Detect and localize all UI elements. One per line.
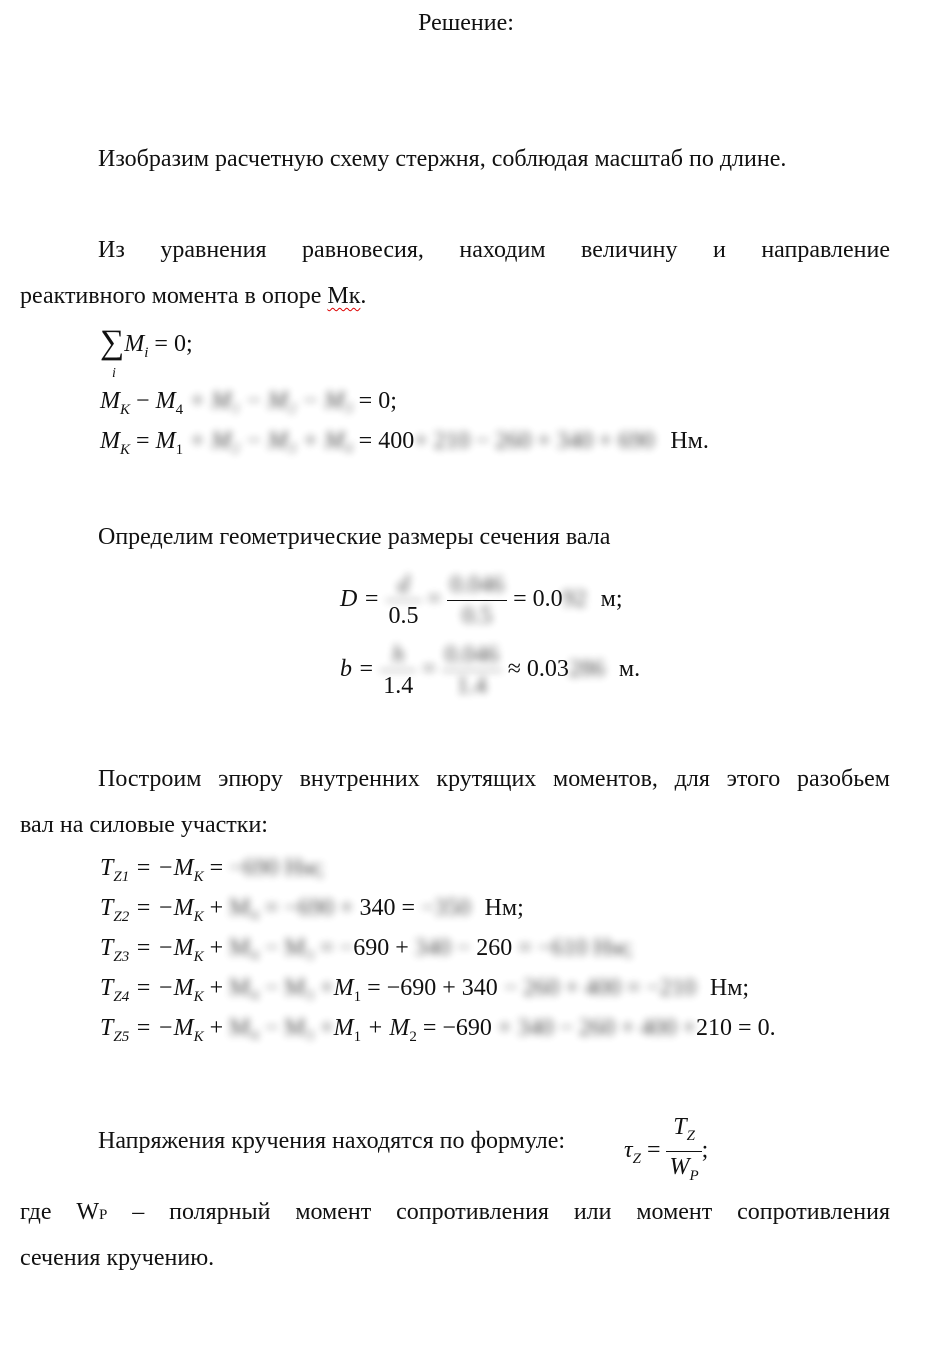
fraction-den [666, 1152, 701, 1191]
sub-z2: Z2 [113, 909, 130, 925]
text-wp: где W [20, 1199, 100, 1225]
var-mk: M [100, 388, 120, 414]
fraction-d [386, 570, 422, 631]
sub-k: K [120, 402, 131, 418]
var-m1: M [333, 975, 354, 1001]
sub-p: P [99, 1207, 108, 1223]
mk-value-start: = 400 [358, 428, 415, 454]
paragraph-diagram-line2: вал на силовые участки: [20, 812, 268, 838]
sub-k: K [193, 989, 204, 1005]
blurred-value: 340 − [414, 935, 471, 961]
blurred-result: −350 [421, 895, 471, 921]
paragraph-wp-line2: сечения кручению. [20, 1245, 215, 1271]
unit-nm: Нм. [670, 428, 709, 454]
sub-k: K [193, 869, 204, 885]
balance-equation [100, 388, 397, 419]
fraction-b-values [442, 640, 502, 701]
fraction-num: 0.046 [442, 640, 502, 671]
value-260: 260 [476, 935, 513, 961]
d-lhs: D = [340, 586, 380, 613]
fraction-num [666, 1112, 701, 1152]
op-minus: − [136, 388, 150, 414]
sub-z: Z [686, 1128, 695, 1144]
sub-z1: Z1 [113, 869, 130, 885]
blurred-terms: M₄ − M₃ + [229, 1015, 334, 1041]
paragraph-equilibrium-line1: Из уравнения равновесия, находим величину и направление [98, 237, 890, 263]
expr: = −M [135, 975, 194, 1001]
fraction-num [447, 570, 507, 601]
var-tau: τ [624, 1137, 633, 1164]
paragraph-stress: Напряжения кручения находятся по формуле: [98, 1128, 566, 1154]
page-title: Решение: [418, 10, 514, 36]
blurred-terms: M₄ = −690 + [229, 895, 354, 921]
var-w: W [669, 1154, 690, 1180]
blurred-digits: 92 [562, 586, 587, 613]
var-m1: M [155, 428, 176, 454]
op: + [203, 1015, 224, 1041]
fraction-b [380, 640, 416, 701]
text-reactive-moment: реактивного момента в опоре [20, 283, 328, 309]
fraction-d-values [447, 570, 507, 631]
expr: = −M [135, 1015, 194, 1041]
blurred-values: + 340 − 260 + 400 + [497, 1015, 697, 1041]
op-eq: = [646, 1137, 661, 1164]
d-result: = 0.0 [513, 586, 563, 613]
value: = −690 + 340 [367, 975, 498, 1001]
var-t: T [100, 895, 114, 921]
text-polar-moment: – полярный момент сопротивления или момент сопротивления [107, 1199, 890, 1225]
sum-index: i [112, 366, 116, 381]
paragraph-equilibrium-line2 [20, 273, 890, 319]
blurred-terms: + M₂ − M₃ + M₄ [189, 428, 353, 454]
var-t: T [100, 855, 114, 881]
blurred-value: −690 Нм; [229, 855, 324, 881]
b-result: ≈ 0.03 [507, 656, 569, 683]
op: + [203, 895, 224, 921]
sub-1: 1 [353, 989, 362, 1005]
paragraph-diagram-line1: Построим эпюру внутренних крутящих моментов, для этого разобьем [98, 766, 890, 792]
fraction-den: 1.4 [456, 673, 487, 699]
value: 690 + [353, 935, 409, 961]
sub-i: i [144, 345, 149, 361]
var-m: M [124, 331, 145, 357]
op: + [203, 935, 224, 961]
fraction-den: 0.5 [388, 603, 419, 629]
num-value: 0.046 [450, 572, 505, 598]
period: . [360, 283, 367, 309]
sub-p: P [689, 1168, 699, 1184]
semicolon: ; [701, 1137, 709, 1164]
fraction-den: 0.5 [462, 603, 493, 629]
sum-equation [100, 322, 193, 362]
sub-z5: Z5 [113, 1029, 130, 1045]
geom-b-equation: b = $\frac{h}{1.4}$ = $\frac{0.046}{1.4}$ ≈ 0.03286 м. [340, 642, 641, 699]
b-lhs: b = [340, 656, 375, 683]
sub-k: K [120, 442, 131, 458]
sum-sign: ∑ [100, 324, 125, 361]
tz3-equation [100, 935, 633, 966]
sum-rhs: = 0; [154, 331, 193, 357]
unit-m: м; [600, 586, 623, 613]
var-m4: M [155, 388, 176, 414]
blurred-values: + 210 − 260 + 340 + 690 [414, 428, 655, 454]
blurred-terms: M₄ − M₃ + [229, 975, 334, 1001]
sub-z4: Z4 [113, 989, 130, 1005]
blurred-digits: 286 [568, 656, 605, 683]
tz4-equation [100, 975, 749, 1006]
paragraph-geometry: Определим геометрические размеры сечения вала [98, 524, 611, 550]
tz1-equation [100, 855, 324, 886]
value: = −690 [422, 1015, 492, 1041]
expr: = −M [135, 895, 194, 921]
unit-nm: Нм; [484, 895, 524, 921]
var-m2: + M [367, 1015, 410, 1041]
sub-z3: Z3 [113, 949, 130, 965]
unit-m: м. [618, 656, 641, 683]
unit-nm: Нм; [709, 975, 750, 1001]
geom-d-equation: D = $\frac{d}{0.5}$ = $\frac{0.046}{0.5}$ = 0.092 м; [340, 572, 623, 629]
sub-1: 1 [175, 442, 184, 458]
fraction-den: 1.4 [383, 673, 414, 699]
var-mk: M [100, 428, 120, 454]
var-t: T [100, 935, 114, 961]
op: = [203, 855, 224, 881]
balance-rhs: = 0; [358, 388, 397, 414]
blurred-terms: + M₁ − M₂ − M₃ [189, 388, 353, 414]
sub-k: K [193, 909, 204, 925]
op-eq: = [136, 428, 150, 454]
sub-1: 1 [353, 1029, 362, 1045]
fraction-num: d [386, 570, 422, 601]
var-t: T [673, 1114, 687, 1140]
blurred-result: − 260 + 400 = −210 [503, 975, 696, 1001]
blurred-terms: M₄ − M₃ = − [229, 935, 354, 961]
op: + [203, 975, 224, 1001]
tz2-equation [100, 895, 524, 926]
var-t: T [100, 1015, 114, 1041]
sub-2: 2 [409, 1029, 417, 1045]
paragraph-wp-line1 [20, 1189, 890, 1238]
sub-k: K [193, 1029, 204, 1045]
value: 340 = [359, 895, 416, 921]
tz5-equation [100, 1015, 776, 1046]
sub-z: Z [632, 1151, 641, 1168]
fraction-tau [666, 1112, 701, 1191]
tau-formula [624, 1112, 708, 1191]
final-result: 210 = 0. [696, 1015, 776, 1041]
sub-4: 4 [175, 402, 184, 418]
mk-equation [100, 428, 709, 459]
var-t: T [100, 975, 114, 1001]
fraction-num: h [380, 640, 416, 671]
blurred-result: = −610 Нм; [518, 935, 633, 961]
paragraph-scheme: Изобразим расчетную схему стержня, соблюдая масштаб по длине. [98, 146, 787, 172]
expr: = −M [135, 935, 194, 961]
sub-k: K [193, 949, 204, 965]
term-mk: Мк [327, 283, 361, 309]
var-m1: M [333, 1015, 354, 1041]
expr: = −M [135, 855, 194, 881]
